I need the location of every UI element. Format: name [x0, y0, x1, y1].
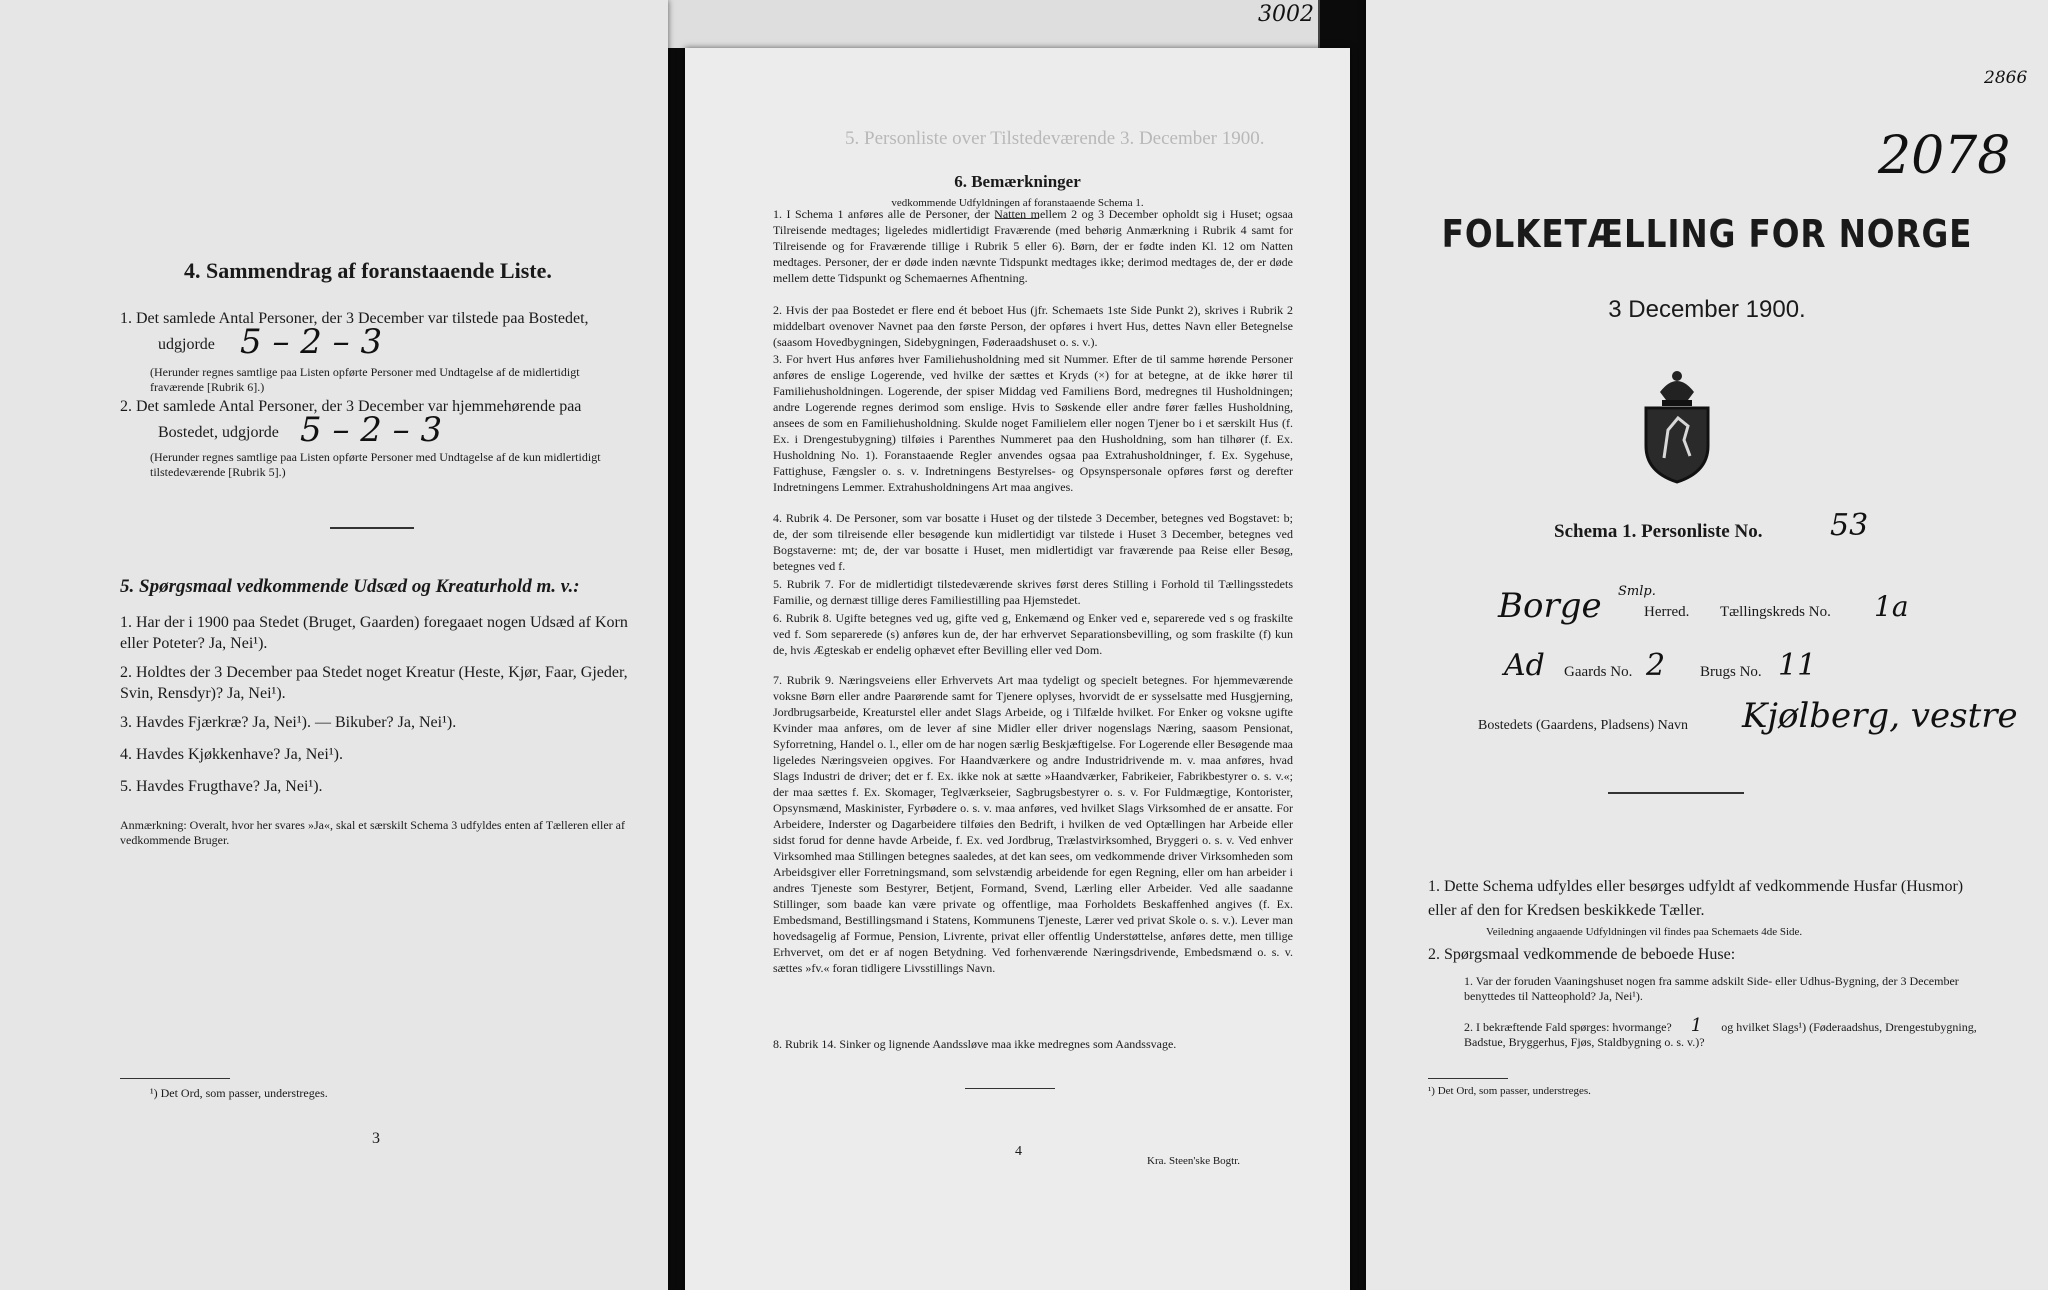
instruction-1: 1. Dette Schema udfyldes eller besørges udfyldt af vedkommende Husfar (Husmor) eller af den for Kredsen beskikkede Tæller.	[1428, 878, 1964, 919]
remark-item-2: 2. Hvis der paa Bostedet er flere end ét beboet Hus (jfr. Schemaets 1ste Side Punkt 2), skrives i Rubrik 2 middelbart ovenover Navnet paa den første Person, der opføres i hvert Hus, dettes Navn eller Betegnelse (saasom Hovedbygningen, Sidebygningen, Føderaadshuset o. s. v.).	[773, 303, 1293, 349]
footnote-rule	[1428, 1078, 1508, 1079]
schema-label: Schema 1. Personliste No.	[1554, 521, 1763, 542]
middle-page-number: 4	[1015, 1144, 1022, 1159]
document-date: 3 December 1900.	[1608, 296, 1806, 323]
archive-number: 3002	[1258, 2, 1314, 27]
middle-page	[685, 48, 1350, 1290]
gaard-value: Ad	[1504, 648, 1545, 683]
section4-heading: 4. Sammendrag af foranstaaende Liste.	[184, 258, 552, 283]
section4-item2: 2. Det samlede Antal Personer, der 3 December var hjemmehørende paa	[120, 398, 582, 415]
gaard-label: Gaards No.	[1564, 664, 1633, 680]
remark-item-4: 4. Rubrik 4. De Personer, som var bosatte i Huset og der tilstede 3 December, betegnes ved Bogstavet: b; de, der som tilreisende eller besøgende kun midlertidigt var tilstede i Huset 3 December, betegnes ved Bogstaverne: mt; de, der var bosatte i Huset, men midlertidigt var fraværende paa Reise eller Besøg, betegnes ved f.	[773, 511, 1293, 573]
section5-remark: Anmærkning: Overalt, hvor her svares »Ja«, skal et særskilt Schema 3 udfyldes enten af Tælleren eller af vedkommende Bruger.	[120, 818, 625, 847]
section4-item2-values: 5 – 2 – 3	[300, 410, 443, 450]
herred-label: Herred.	[1644, 604, 1690, 620]
left-page-number: 3	[372, 1130, 380, 1147]
right-page	[1366, 0, 2048, 1290]
document-title: FOLKETÆLLING FOR NORGE	[1441, 212, 1973, 256]
bosted-label: Bostedets (Gaardens, Pladsens) Navn	[1478, 718, 1688, 733]
section5-q1: 1. Har der i 1900 paa Stedet (Bruget, Gaarden) foregaaet nogen Udsæd af Korn eller Poteter? Ja, Nei¹).	[120, 614, 628, 652]
remarks-heading: 6. Bemærkninger	[954, 172, 1081, 191]
bleed-through-heading: 5. Personliste over Tilstedeværende 3. December 1900.	[845, 128, 1265, 149]
remark-item-6: 6. Rubrik 8. Ugifte betegnes ved ug, gifte ved g, Enkemænd og Enker ved e, separerede ved s og fraskilte ved f. Som separerede (s) anføres kun de, der har erhvervet Separationsbevilling, og som fraskilte (f) kun de, hvis Ægteskab er endelig ophævet efter Bevilling eller ved Dom.	[773, 611, 1293, 657]
section4-item2-lead: Bostedet, udgjorde	[158, 424, 279, 441]
personliste-number: 53	[1830, 508, 1869, 543]
section4-item1-note: (Herunder regnes samtlige paa Listen opførte Personer med Undtagelse af de midlertidigt fraværende [Rubrik 6].)	[150, 365, 580, 394]
remark-item-8: 8. Rubrik 14. Sinker og lignende Aandssløve maa ikke medregnes som Aandssvage.	[773, 1037, 1177, 1051]
instruction-2: 2. Spørgsmaal vedkommende de beboede Huse:	[1428, 946, 1736, 963]
kreds-label: Tællingskreds No.	[1720, 604, 1831, 620]
section4-item1-values: 5 – 2 – 3	[240, 322, 383, 362]
section4-item1-lead: udgjorde	[158, 336, 215, 353]
remarks-subheading: vedkommende Udfyldningen af foranstaaende Schema 1.	[891, 197, 1144, 209]
handwritten-number: 2078	[1878, 126, 2011, 186]
herred-sub: Smlp.	[1618, 584, 1656, 599]
remark-item-7: 7. Rubrik 9. Næringsveiens eller Erhvervets Art maa tydeligt og specielt betegnes. For hjemmeværende voksne Børn eller andre Paarørende samt for Tjenere oplyses, hvorvidt de er sysselsatte med Husgjerning, Jordbrugsarbeide, Kreaturstel eller andet Slags Arbeide, og i Tilfælde hvilket. For Enker og voksne ugifte Kvinder maa anføres, om de lever af sine Midler eller driver nogenslags Næring, saasom Pensionat, Syforretning, Handel o. l., eller om de har nogen særlig Beskjæftigelse. For Logerende eller Besøgende maa ligeledes Næringsveien opgives. For Haandværkere og andre Industridrivende m. v. maa anføres, hvad Slags Industri de driver; det er f. Ex. ikke nok at sætte »Haandværker, Fabrikeier, Fabrikbestyrer o. s. v.«; der maa sættes f. Ex. Skomager, Teglværkseier, Sagbrugsbestyrer o. s. v. For Fuldmægtige, Kontorister, Opsynsmænd, Maskinister, Fyrbødere o. s. v. maa anføres, ved hvilket Slags Virksomhed de er ansatte. For Arbeidere, Inderster og Dagarbeidere tilføies den Bedrift, i hvilken de ved Optællingen har Arbeide eller sidst forud for denne havde Arbeide, f. Ex. ved Jordbrug, Trælastvirksomhed, Bryggeri o. s. v. Ved enhver Virksomhed maa Stillingen betegnes saaledes, at det kan sees, om vedkommende driver Virksomheden som Arbeidsgiver eller Forretningsmand, som selvstændig arbeidende for egen Regning, eller om han arbeider i andres Tjeneste som Bestyrer, Betjent, Formand, Svend, Lærling eller Arbeider. Ved alle saadanne Stillinger, som baade kan være private og offentlige, maa Forholdets Beskaffenhed angives (f. Ex. Embedsmand, Bestillingsmand i Statens, Kommunens Tjeneste, Lærer ved privat Skole o. s. v.). Lever man hovedsagelig af Formue, Pension, Livrente, privat eller offentlig Understøttelse, anføres dette, men tillige Erhvervet, om det er af nogen Betydning. Ved forhenværende Næringsdrivende, Embedsmænd o. s. v. sættes »fv.« foran tidligere Livsstillings Navn.	[773, 673, 1293, 975]
footnote-rule	[120, 1078, 230, 1079]
section4-item2-note: (Herunder regnes samtlige paa Listen opførte Personer med Undtagelse af de kun midlertidigt tilstedeværende [Rubrik 5].)	[150, 450, 601, 479]
printer-mark: Kra. Steen'ske Bogtr.	[1147, 1155, 1241, 1167]
instruction-1-note: Veiledning angaaende Udfyldningen vil findes paa Schemaets 4de Side.	[1486, 926, 1803, 938]
remark-item-3: 3. For hvert Hus anføres hver Familiehusholdning med sit Nummer. Efter de til samme hørende Personer anføres de enslige Logerende, ved hvilke der sættes et Kryds (×) for at betegne, at de ikke hører til Familiehusholdningen. Logerende, der spiser Middag ved Familiens Bord, medregnes til Husholdningen; andre Logerende regnes derimod som enslige. Hvis to Søskende eller andre fører fælles Husholdning, ansees de som en Familiehusholdning. Skulde noget Familielem eller nogen Tjener bo i et særskilt Hus (f. Ex. i Drengestubygning) tilføies i Parenthes Nummeret paa den Husholdning, som han tilhører (f. Ex. Husholdning No. 1). Foranstaaende Regler anvendes ogsaa paa Extrahusholdninger, f. Ex. Sygehuse, Fattighuse, Fængsler o. s. v. Indretningens Bestyrelses- og Opsynspersonale opføres først og derefter Indretningens Lemmer. Extrahusholdningens Art maa angives.	[773, 352, 1293, 494]
instruction-2-q2-b: og hvilket Slags¹) (Føderaadshus, Drengestubygning, Badstue, Bryggerhus, Fjøs, Staldbygning o. s. v.)?	[1464, 1020, 1977, 1049]
remark-item-5: 5. Rubrik 7. For de midlertidigt tilstedeværende skrives først deres Stilling i Forhold til Tællingsstedets Familie, og dernæst tillige deres Familiestilling paa Hjemstedet.	[773, 577, 1293, 607]
left-page	[0, 0, 668, 1290]
herred-value: Borge	[1498, 586, 1602, 626]
section5-heading: 5. Spørgsmaal vedkommende Udsæd og Kreaturhold m. v.:	[120, 576, 580, 597]
brugs-label: Brugs No.	[1700, 664, 1762, 680]
section5-q2: 2. Holdtes der 3 December paa Stedet noget Kreatur (Heste, Kjør, Faar, Gjeder, Svin, Rensdyr)? Ja, Nei¹).	[120, 664, 628, 702]
coat-of-arms-icon	[1638, 362, 1716, 484]
instruction-2-q1: 1. Var der foruden Vaaningshuset nogen fra samme adskilt Side- eller Udhus-Bygning, der 3 December benyttedes til Natteophold? Ja, Nei¹).	[1464, 974, 1959, 1003]
divider	[965, 1088, 1055, 1089]
section5-q5: 5. Havdes Frugthave? Ja, Nei¹).	[120, 778, 323, 795]
brugs-number: 11	[1778, 648, 1817, 683]
bosted-value: Kjølberg, vestre	[1742, 696, 2018, 736]
corner-number: 2866	[1984, 68, 2028, 88]
divider	[330, 527, 414, 529]
background-page-strip	[668, 0, 1320, 48]
section5-q3: 3. Havdes Fjærkræ? Ja, Nei¹). — Bikuber? Ja, Nei¹).	[120, 714, 457, 731]
gaard-number: 2	[1646, 648, 1666, 683]
instruction-2-q2-value: 1	[1690, 1015, 1703, 1036]
left-footnote: ¹) Det Ord, som passer, understreges.	[150, 1086, 328, 1100]
remark-item-1: 1. I Schema 1 anføres alle de Personer, der Natten mellem 2 og 3 December opholdt sig i Huset; ogsaa Tilreisende medtages; ligeledes midlertidigt Fraværende (med behørig Anmærkning i Rubrik 4 samt for Tilreisende og for Fraværende tillige i Rubrik 5 eller 6). Børn, der er fødte inden Kl. 12 om Natten medtages. Personer, der er døde inden nævnte Tidspunkt medtages ikke; derimod medtages de, der er døde mellem dette Tidspunkt og Schemaernes Afhentning.	[773, 207, 1293, 285]
right-footnote: ¹) Det Ord, som passer, understreges.	[1428, 1085, 1591, 1097]
divider	[1608, 792, 1744, 794]
kreds-value: 1a	[1874, 590, 1909, 623]
section4-item1: 1. Det samlede Antal Personer, der 3 December var tilstede paa Bostedet,	[120, 310, 589, 327]
instruction-2-q2-a: 2. I bekræftende Fald spørges: hvormange?	[1464, 1020, 1672, 1034]
section5-q4: 4. Havdes Kjøkkenhave? Ja, Nei¹).	[120, 746, 343, 763]
